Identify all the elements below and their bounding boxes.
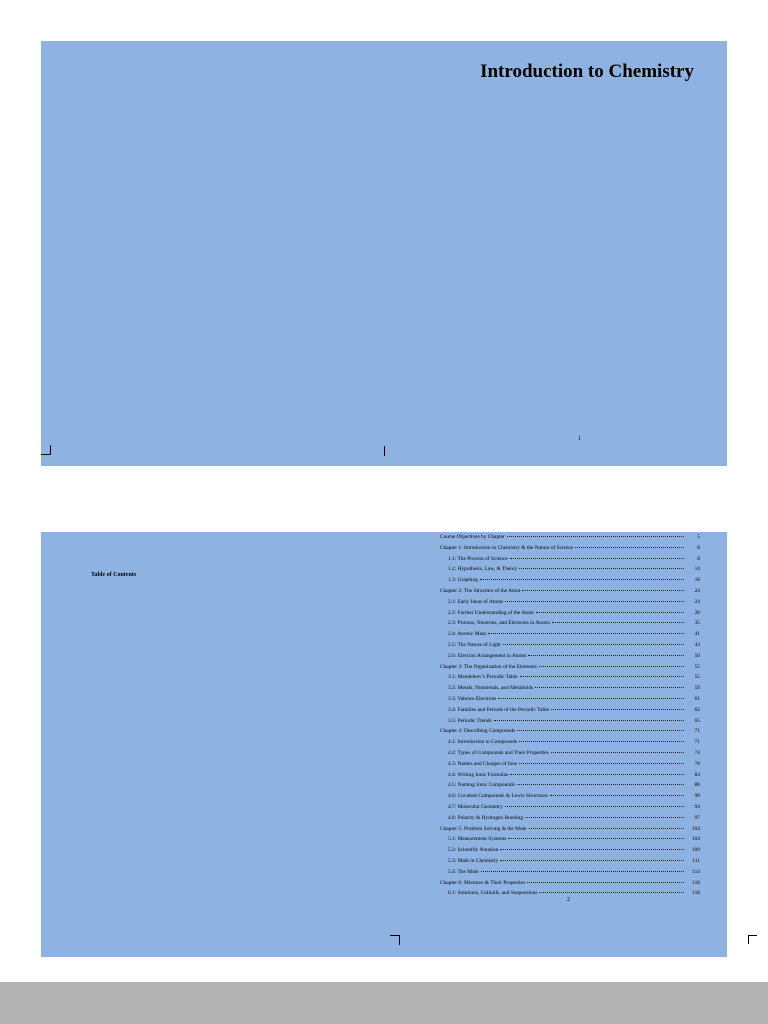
toc-entry-title: 1.3: Graphing bbox=[448, 577, 478, 584]
toc-entry[interactable] bbox=[440, 748, 700, 759]
toc-dot-leader bbox=[505, 601, 684, 602]
toc-entry-title: 2.6: Electron Arrangement in Atoms bbox=[448, 652, 527, 659]
toc-entry-page: 94 bbox=[694, 803, 700, 810]
toc-entry[interactable] bbox=[440, 856, 700, 867]
toc-entry-title: Chapter 4: Describing Compounds bbox=[440, 728, 516, 735]
toc-entry[interactable] bbox=[440, 705, 700, 716]
toc-dot-leader bbox=[525, 817, 684, 818]
toc-entry-page: 62 bbox=[694, 706, 700, 713]
toc-entry-title: 3.2: Metals, Nonmetals, and Metalloids bbox=[448, 685, 534, 692]
toc-entry[interactable] bbox=[440, 640, 700, 651]
toc-entry-page: 14 bbox=[694, 566, 700, 573]
toc-entry-page: 74 bbox=[694, 749, 700, 756]
toc-entry[interactable] bbox=[440, 726, 700, 737]
toc-dot-leader bbox=[519, 741, 684, 742]
toc-entry-title: 2.5: The Nature of Light bbox=[448, 641, 501, 648]
toc-entry-page: 71 bbox=[694, 728, 700, 735]
crop-mark-top-right bbox=[390, 935, 400, 945]
page-number: 1 bbox=[578, 436, 581, 442]
toc-dot-leader bbox=[503, 644, 684, 645]
toc-entry-page: 78 bbox=[694, 760, 700, 767]
toc-dot-leader bbox=[551, 709, 684, 710]
toc-entry[interactable] bbox=[440, 770, 700, 781]
toc-dot-leader bbox=[528, 655, 684, 656]
document-page-1[interactable] bbox=[41, 41, 727, 466]
toc-entry-title: 2.4: Atomic Mass bbox=[448, 631, 487, 638]
toc-entry-page: 55 bbox=[694, 674, 700, 681]
toc-entry[interactable] bbox=[440, 672, 700, 683]
toc-entry[interactable] bbox=[440, 662, 700, 673]
toc-dot-leader bbox=[575, 547, 684, 548]
toc-entry[interactable] bbox=[440, 683, 700, 694]
toc-entry-page: 8 bbox=[697, 544, 700, 551]
toc-entry-title: 4.5: Naming Ionic Compounds bbox=[448, 782, 515, 789]
toc-dot-leader bbox=[480, 579, 684, 580]
toc-entry-page: 65 bbox=[694, 717, 700, 724]
toc-entry-title: 5.2: Scientific Notation bbox=[448, 847, 499, 854]
toc-entry-page: 118 bbox=[692, 890, 700, 897]
toc-dot-leader bbox=[505, 806, 684, 807]
toc-entry-title: 3.3: Valence Electrons bbox=[448, 695, 497, 702]
toc-entry-page: 61 bbox=[694, 695, 700, 702]
toc-entry-page: 5 bbox=[697, 534, 700, 540]
toc-entry-page: 111 bbox=[692, 857, 700, 864]
toc-entry[interactable] bbox=[440, 618, 700, 629]
toc-entry[interactable] bbox=[440, 543, 700, 554]
toc-dot-leader bbox=[539, 666, 684, 667]
toc-entry[interactable] bbox=[440, 802, 700, 813]
table-of-contents bbox=[440, 532, 700, 899]
toc-dot-leader bbox=[519, 763, 684, 764]
toc-dot-leader bbox=[507, 536, 684, 537]
toc-entry-title: Chapter 2: The Structure of the Atom bbox=[440, 587, 521, 594]
toc-entry[interactable] bbox=[440, 564, 700, 575]
toc-entry-title: 5.3: Math in Chemistry bbox=[448, 857, 499, 864]
toc-entry-title: 4.6: Covalent Compounds & Lewis Structures bbox=[448, 793, 548, 800]
toc-entry[interactable] bbox=[440, 586, 700, 597]
toc-entry-page: 109 bbox=[691, 847, 700, 854]
toc-entry[interactable] bbox=[440, 824, 700, 835]
toc-dot-leader bbox=[481, 871, 684, 872]
toc-entry[interactable] bbox=[440, 651, 700, 662]
crop-mark-top-left-outer bbox=[748, 935, 757, 944]
toc-entry-title: 2.1: Early Ideas of Atoms bbox=[448, 598, 504, 605]
document-title: Introduction to Chemistry bbox=[480, 61, 694, 82]
toc-dot-leader bbox=[500, 849, 684, 850]
toc-entry-page: 104 bbox=[691, 836, 700, 843]
toc-entry-page: 24 bbox=[694, 598, 700, 605]
toc-entry[interactable] bbox=[440, 737, 700, 748]
toc-entry-page: 55 bbox=[694, 663, 700, 670]
toc-entry-page: 84 bbox=[694, 771, 700, 778]
toc-entry-title: 2.3: Protons, Neutrons, and Electrons in Atoms bbox=[448, 620, 550, 627]
toc-entry[interactable] bbox=[440, 888, 700, 899]
toc-entry[interactable] bbox=[440, 878, 700, 889]
toc-entry[interactable] bbox=[440, 532, 700, 543]
toc-entry-title: 1.1: The Process of Science bbox=[448, 555, 508, 562]
toc-entry-page: 104 bbox=[691, 825, 700, 832]
toc-dot-leader bbox=[517, 730, 684, 731]
toc-entry-title: 4.2: Types of Compounds and Their Properties bbox=[448, 749, 549, 756]
page-number: 2 bbox=[567, 897, 570, 903]
toc-entry-title: 5.4: The Mole bbox=[448, 868, 479, 875]
toc-entry-title: 3.4: Families and Periods of the Periodic Table bbox=[448, 706, 550, 713]
toc-entry-title: Chapter 5: Problem Solving & the Mole bbox=[440, 825, 527, 832]
toc-entry-title: 6.1: Solutions, Colloids, and Suspensions bbox=[448, 890, 538, 897]
toc-entry-page: 50 bbox=[694, 652, 700, 659]
toc-entry-title: Chapter 3: The Organization of the Elements bbox=[440, 663, 537, 670]
toc-entry-title: 4.7: Molecular Geometry bbox=[448, 803, 503, 810]
toc-entry-page: 90 bbox=[694, 793, 700, 800]
toc-entry[interactable] bbox=[440, 608, 700, 619]
crop-mark-bottom-left bbox=[41, 445, 51, 455]
toc-entry-page: 97 bbox=[694, 814, 700, 821]
toc-entry-title: Course Objectives by Chapter bbox=[440, 534, 505, 540]
toc-dot-leader bbox=[529, 828, 684, 829]
toc-entry-page: 71 bbox=[694, 739, 700, 746]
toc-dot-leader bbox=[508, 838, 684, 839]
toc-entry-title: 3.1: Mendeleev’s Periodic Table bbox=[448, 674, 518, 681]
toc-dot-leader bbox=[535, 687, 684, 688]
toc-dot-leader bbox=[536, 612, 684, 613]
toc-entry-title: 4.3: Names and Charges of Ions bbox=[448, 760, 518, 767]
toc-entry[interactable] bbox=[440, 597, 700, 608]
toc-entry-page: 8 bbox=[697, 555, 700, 562]
toc-dot-leader bbox=[494, 720, 684, 721]
document-page-2[interactable] bbox=[41, 532, 727, 957]
toc-entry-title: Chapter 1: Introduction to Chemistry & the Nature of Science bbox=[440, 544, 574, 551]
toc-entry-page: 86 bbox=[694, 782, 700, 789]
toc-entry[interactable] bbox=[440, 694, 700, 705]
toc-dot-leader bbox=[552, 622, 684, 623]
toc-entry[interactable] bbox=[440, 759, 700, 770]
toc-entry-page: 35 bbox=[694, 620, 700, 627]
toc-heading: Table of Contents bbox=[91, 572, 137, 578]
toc-entry-title: 3.5: Periodic Trends bbox=[448, 717, 492, 724]
toc-dot-leader bbox=[488, 633, 684, 634]
toc-dot-leader bbox=[520, 676, 684, 677]
toc-entry[interactable] bbox=[440, 554, 700, 565]
toc-entry[interactable] bbox=[440, 867, 700, 878]
toc-entry-title: 4.1: Introduction to Compounds bbox=[448, 739, 518, 746]
toc-entry[interactable] bbox=[440, 716, 700, 727]
toc-entry-page: 118 bbox=[692, 879, 700, 886]
toc-entry-page: 114 bbox=[692, 868, 700, 875]
toc-entry-page: 59 bbox=[694, 685, 700, 692]
toc-entry-title: 2.2: Further Understanding of the Atom bbox=[448, 609, 534, 616]
viewer-bottom-bar bbox=[0, 982, 768, 1024]
toc-entry[interactable] bbox=[440, 845, 700, 856]
toc-entry-title: 1.2: Hypothesis, Law, & Theory bbox=[448, 566, 518, 573]
toc-dot-leader bbox=[500, 860, 684, 861]
toc-entry-page: 43 bbox=[694, 641, 700, 648]
toc-dot-leader bbox=[510, 558, 684, 559]
toc-entry-title: 4.4: Writing Ionic Formulas bbox=[448, 771, 509, 778]
toc-dot-leader bbox=[551, 752, 684, 753]
toc-entry-title: 4.8: Polarity & Hydrogen Bonding bbox=[448, 814, 524, 821]
toc-entry-page: 24 bbox=[694, 587, 700, 594]
toc-dot-leader bbox=[517, 784, 684, 785]
toc-entry-page: 18 bbox=[694, 577, 700, 584]
toc-entry-page: 41 bbox=[694, 631, 700, 638]
toc-entry[interactable] bbox=[440, 575, 700, 586]
toc-entry[interactable] bbox=[440, 780, 700, 791]
toc-entry[interactable] bbox=[440, 813, 700, 824]
toc-dot-leader bbox=[498, 698, 684, 699]
toc-dot-leader bbox=[539, 892, 684, 893]
toc-entry[interactable] bbox=[440, 629, 700, 640]
toc-entry-title: 5.1: Measurement Systems bbox=[448, 836, 507, 843]
toc-dot-leader bbox=[527, 882, 684, 883]
toc-dot-leader bbox=[522, 590, 684, 591]
toc-entry-page: 28 bbox=[694, 609, 700, 616]
toc-dot-leader bbox=[550, 795, 684, 796]
toc-entry-title: Chapter 6: Mixtures & Their Properties bbox=[440, 879, 526, 886]
toc-dot-leader bbox=[519, 568, 684, 569]
toc-entry[interactable] bbox=[440, 791, 700, 802]
toc-dot-leader bbox=[510, 774, 684, 775]
crop-mark-center bbox=[384, 446, 385, 456]
toc-entry[interactable] bbox=[440, 834, 700, 845]
